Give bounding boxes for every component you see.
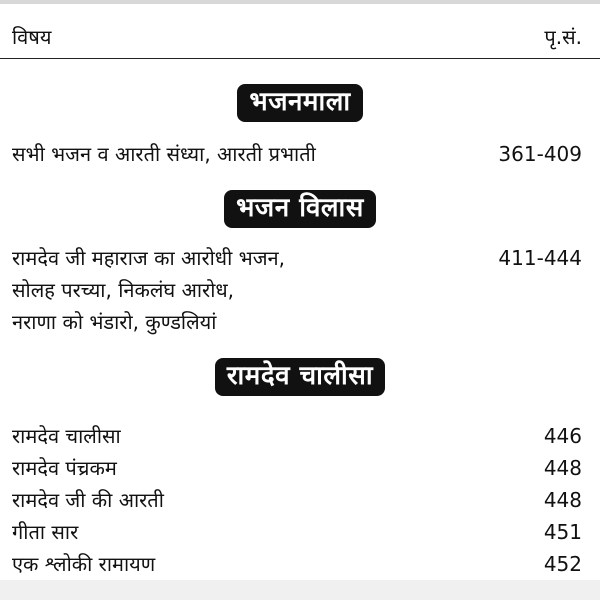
bottom-shade [0,580,600,600]
entry-title: एक श्लोकी रामायण [12,552,156,576]
multi-line-entry [12,242,285,338]
entry-title: सभी भजन व आरती संध्या, आरती प्रभाती [12,142,316,166]
entry-title: रामदेव जी की आरती [12,488,164,512]
entry-pages: 411-444 [498,246,582,270]
section-title: भजनमाला [237,84,362,122]
entry-pages: 448 [543,488,582,512]
entry-pages: 361-409 [498,142,582,166]
page-number-column-header: पृ.सं. [544,25,582,49]
entry-pages: 446 [543,424,582,448]
entry-pages: 451 [543,520,582,544]
section-title: रामदेव चालीसा [215,358,385,396]
entry-title-line: सोलह परच्या, निकलंघ आरोध, [12,278,235,302]
top-rule [0,0,600,4]
entry-title: रामदेव पंच्रकम [12,456,117,480]
entry-title: रामदेव चालीसा [12,424,121,448]
entry-title: गीता सार [12,520,79,544]
section-banner-ramdev-chalisa [0,358,600,398]
index-header [0,20,600,59]
subject-column-header: विषय [12,25,52,49]
entry-title-line: रामदेव जी महाराज का आरोधी भजन, [12,246,286,270]
section-title: भजन विलास [224,190,376,228]
entry-title-line: नराणा को भंडारो, कुण्डलियां [12,310,217,334]
section-banner-bhajan-vilas [0,190,600,230]
section-banner-bhajanmala [0,84,600,124]
entry-pages: 452 [543,552,582,576]
entry-pages: 448 [543,456,582,480]
